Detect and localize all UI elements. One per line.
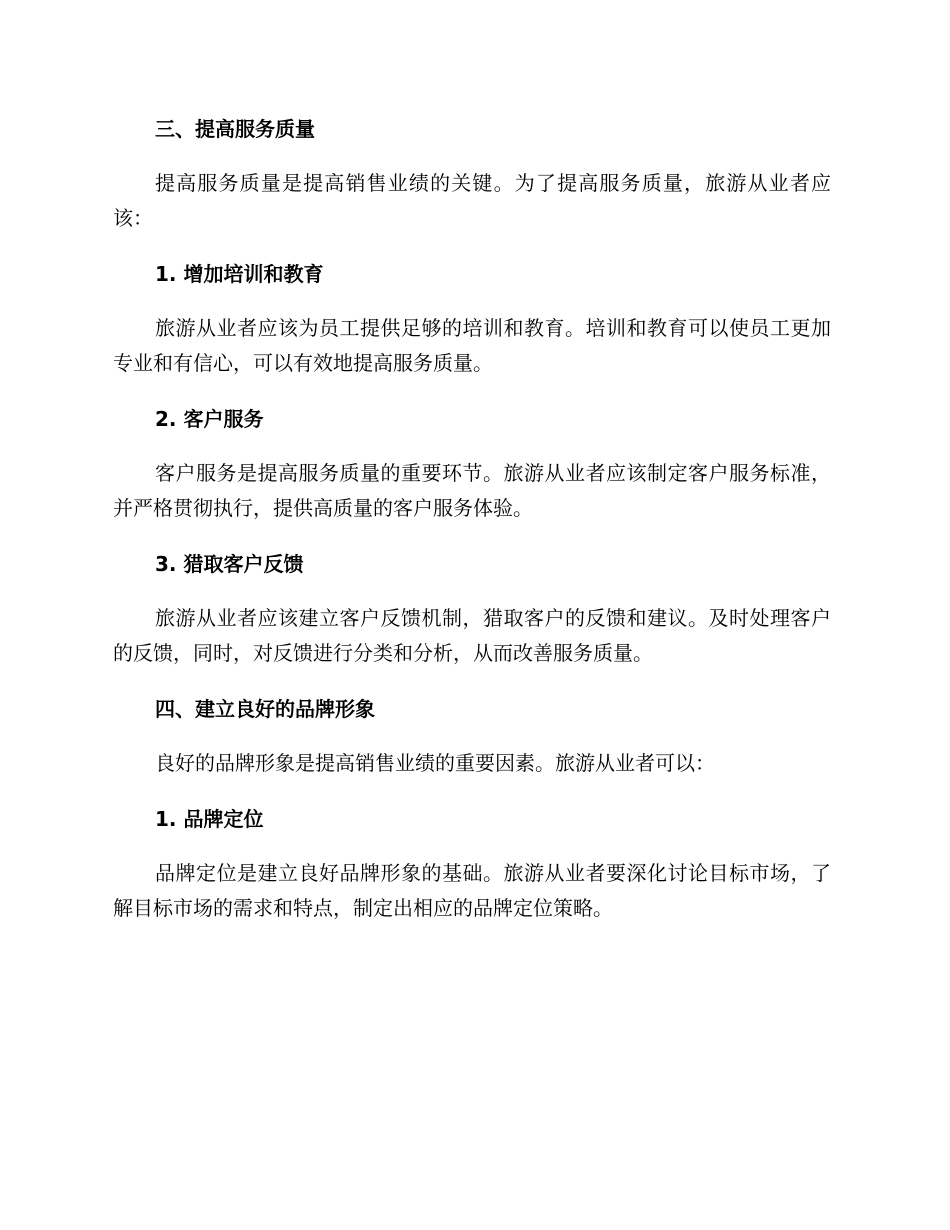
paragraph-brand-image-intro: 良好的品牌形象是提高销售业绩的重要因素。旅游从业者可以： [155,751,715,775]
section-heading-brand-image: 四、建立良好的品牌形象 [155,697,375,721]
document-body [113,108,831,926]
paragraph-service-quality-intro: 提高服务质量是提高销售业绩的关键。为了提高服务质量，旅游从业者应该： [113,171,831,230]
subheading-customer-feedback: 3. 猎取客户反馈 [155,552,304,576]
subheading-customer-service: 2. 客户服务 [155,407,264,431]
paragraph-customer-feedback: 旅游从业者应该建立客户反馈机制，猎取客户的反馈和建议。及时处理客户的反馈，同时，对反馈进行分类和分析，从而改善服务质量。 [113,606,831,665]
subheading-training: 1. 增加培训和教育 [155,262,324,286]
paragraph-brand-positioning: 品牌定位是建立良好品牌形象的基础。旅游从业者要深化讨论目标市场，了解目标市场的需求和特点，制定出相应的品牌定位策略。 [113,861,831,920]
section-heading-service-quality: 三、提高服务质量 [155,117,315,141]
paragraph-training: 旅游从业者应该为员工提供足够的培训和教育。培训和教育可以使员工更加专业和有信心，可以有效地提高服务质量。 [113,316,831,375]
subheading-brand-positioning: 1. 品牌定位 [155,807,264,831]
paragraph-customer-service: 客户服务是提高服务质量的重要环节。旅游从业者应该制定客户服务标准，并严格贯彻执行，提供高质量的客户服务体验。 [113,461,831,520]
